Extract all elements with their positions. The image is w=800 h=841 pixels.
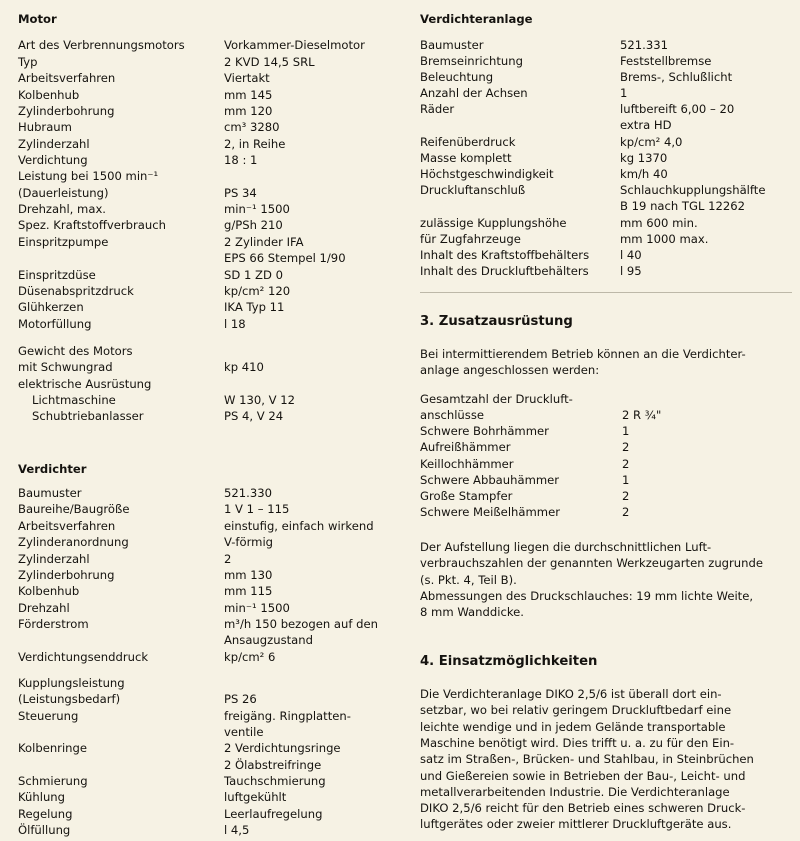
spec-value: PS 4, V 24	[224, 409, 284, 423]
paragraph-line: metallverarbeitenden Industrie. Die Verdichteranlage	[420, 784, 730, 799]
spec-value: 1	[620, 86, 628, 100]
spec-label: (Dauerleistung)	[18, 186, 109, 200]
spec-label: Kolbenhub	[18, 584, 80, 598]
spec-value: 2	[622, 457, 630, 471]
spec-label: Schwere Meißelhämmer	[420, 505, 560, 519]
spec-label: Einspritzpumpe	[18, 235, 109, 249]
spec-value: 1	[622, 424, 630, 438]
spec-value: 2	[622, 440, 630, 454]
intro-line: Bei intermittierendem Betrieb können an die Verdichter-	[420, 347, 746, 361]
paragraph-line: Die Verdichteranlage DIKO 2,5/6 ist überall dort ein-	[420, 687, 722, 701]
paragraph-line: setzbar, wo bei relativ geringem Druckluftbedarf eine	[420, 703, 732, 718]
spec-value: min⁻¹ 1500	[224, 202, 290, 216]
spec-label: anschlüsse	[420, 408, 484, 422]
spec-label: Drehzahl, max.	[18, 202, 106, 216]
spec-value: IKA Typ 11	[224, 300, 285, 314]
spec-label: Beleuchtung	[420, 70, 494, 84]
spec-value: cm³ 3280	[224, 120, 280, 134]
spec-value: 2	[622, 489, 630, 503]
spec-value: PS 34	[224, 186, 257, 200]
spec-value: 1 V 1 – 115	[224, 502, 290, 516]
spec-label: Zylinderbohrung	[18, 568, 115, 582]
spec-label: Arbeitsverfahren	[18, 71, 116, 85]
spec-label: Kolbenhub	[18, 88, 80, 102]
spec-value: Viertakt	[224, 71, 270, 85]
zusatz-heading: 3. Zusatzausrüstung	[420, 314, 573, 329]
spec-value: W 130, V 12	[224, 393, 296, 407]
outro-line: Der Aufstellung liegen die durchschnittlichen Luft-	[420, 540, 712, 554]
spec-value: Ansaugzustand	[224, 633, 313, 647]
spec-label: Verdichtungsenddruck	[18, 650, 149, 664]
spec-value: mm 600 min.	[620, 216, 698, 230]
spec-label: mit Schwungrad	[18, 360, 113, 374]
spec-value: kp 410	[224, 360, 264, 374]
spec-value: 2, in Reihe	[224, 137, 286, 151]
spec-label: Förderstrom	[18, 617, 89, 631]
paragraph-line: luftgerätes oder zweier mittlerer Druckluftgeräte aus.	[420, 817, 732, 832]
spec-value: 2 R ¾"	[622, 408, 662, 422]
spec-label: Einspritzdüse	[18, 268, 96, 282]
spec-label: Schwere Bohrhämmer	[420, 424, 549, 438]
spec-value: 521.330	[224, 486, 272, 500]
spec-value: 2 KVD 14,5 SRL	[224, 55, 315, 69]
spec-value: Feststellbremse	[620, 54, 712, 68]
spec-value: kp/cm² 6	[224, 650, 276, 664]
spec-label: Spez. Kraftstoffverbrauch	[18, 218, 166, 232]
spec-value: Leerlaufregelung	[224, 807, 323, 821]
spec-value: Tauchschmierung	[224, 774, 326, 788]
spec-value: ventile	[224, 725, 264, 739]
paragraph-line: DIKO 2,5/6 reicht für den Betrieb eines schweren Druck-	[420, 801, 746, 816]
spec-value: luftbereift 6,00 – 20	[620, 102, 735, 116]
spec-label: Schubtriebanlasser	[32, 409, 144, 423]
spec-value: kp/cm² 120	[224, 284, 291, 298]
spec-value: mm 130	[224, 568, 273, 582]
spec-label: Keillochhämmer	[420, 457, 514, 471]
verdichter-heading: Verdichter	[18, 462, 87, 476]
spec-value: 1	[622, 473, 630, 487]
spec-label: Gewicht des Motors	[18, 344, 133, 358]
spec-label: Anzahl der Achsen	[420, 86, 528, 100]
spec-value: 2	[622, 505, 630, 519]
spec-label: Glühkerzen	[18, 300, 84, 314]
outro-line: (s. Pkt. 4, Teil B).	[420, 572, 517, 587]
outro-line: 8 mm Wanddicke.	[420, 605, 524, 620]
spec-label: für Zugfahrzeuge	[420, 232, 521, 246]
spec-value: B 19 nach TGL 12262	[620, 199, 746, 213]
motor-heading: Motor	[18, 12, 57, 26]
spec-label: Zylinderbohrung	[18, 104, 115, 118]
paragraph-line: satz im Straßen-, Brücken- und Stahlbau, in Steinbrüchen	[420, 752, 754, 767]
spec-label: Druckluftanschluß	[420, 183, 526, 197]
spec-value: l 95	[620, 264, 642, 278]
spec-label: Kupplungsleistung	[18, 676, 125, 690]
spec-label: Arbeitsverfahren	[18, 519, 116, 533]
spec-label: Baumuster	[18, 486, 82, 500]
spec-value: 2 Ölabstreifringe	[224, 758, 322, 772]
spec-label: Lichtmaschine	[32, 393, 116, 407]
intro-line: anlage angeschlossen werden:	[420, 363, 600, 378]
spec-label: Typ	[18, 55, 38, 69]
outro-line: Abmessungen des Druckschlauches: 19 mm lichte Weite,	[420, 588, 754, 603]
paragraph-line: und Gießereien sowie in Betrieben der Bau-, Leicht- und	[420, 768, 746, 783]
spec-label: Gesamtzahl der Druckluft-	[420, 392, 573, 406]
spec-label: Zylinderzahl	[18, 137, 90, 151]
spec-label: Schwere Abbauhämmer	[420, 473, 560, 487]
spec-value: l 18	[224, 317, 246, 331]
spec-label: Düsenabspritzdruck	[18, 284, 134, 298]
spec-value: mm 115	[224, 584, 273, 598]
spec-label: Inhalt des Kraftstoffbehälters	[420, 248, 590, 262]
spec-value: 521.331	[620, 38, 668, 52]
spec-value: mm 145	[224, 88, 273, 102]
spec-label: Räder	[420, 102, 455, 116]
spec-label: Steuerung	[18, 709, 79, 723]
spec-value: km/h 40	[620, 167, 668, 181]
spec-value: einstufig, einfach wirkend	[224, 519, 374, 533]
spec-value: mm 120	[224, 104, 273, 118]
spec-label: Motorfüllung	[18, 317, 92, 331]
spec-value: g/PSh 210	[224, 218, 283, 232]
spec-label: Kolbenringe	[18, 741, 88, 755]
spec-label: Baureihe/Baugröße	[18, 502, 130, 516]
spec-value: freigäng. Ringplatten-	[224, 709, 351, 723]
spec-label: Aufreißhämmer	[420, 440, 511, 454]
spec-value: PS 26	[224, 692, 257, 706]
spec-value: EPS 66 Stempel 1/90	[224, 251, 346, 265]
spec-label: Zylinderanordnung	[18, 535, 129, 549]
outro-line: verbrauchszahlen der genannten Werkzeugarten zugrunde	[420, 556, 763, 571]
spec-label: Bremseinrichtung	[420, 54, 523, 68]
paragraph-line: Maschine benötigt wird. Dies trifft u. a. zu für den Ein-	[420, 735, 735, 750]
spec-label: Reifenüberdruck	[420, 135, 516, 149]
spec-label: Schmierung	[18, 774, 88, 788]
spec-label: Masse komplett	[420, 151, 512, 165]
spec-label: Drehzahl	[18, 601, 70, 615]
spec-value: SD 1 ZD 0	[224, 268, 283, 282]
verdichteranlage-heading: Verdichteranlage	[420, 12, 533, 26]
spec-value: mm 1000 max.	[620, 232, 709, 246]
spec-label: Höchstgeschwindigkeit	[420, 167, 554, 181]
spec-label: Ölfüllung	[18, 823, 71, 837]
spec-label: Baumuster	[420, 38, 484, 52]
spec-label: Regelung	[18, 807, 73, 821]
spec-value: 2 Zylinder IFA	[224, 235, 304, 249]
spec-label: Leistung bei 1500 min⁻¹	[18, 169, 159, 183]
spec-value: luftgekühlt	[224, 790, 287, 804]
spec-label: Große Stampfer	[420, 489, 513, 503]
spec-label: elektrische Ausrüstung	[18, 377, 152, 391]
spec-label: zulässige Kupplungshöhe	[420, 216, 567, 230]
spec-value: min⁻¹ 1500	[224, 601, 290, 615]
spec-value: l 40	[620, 248, 642, 262]
spec-value: Vorkammer-Dieselmotor	[224, 38, 365, 52]
einsatz-heading: 4. Einsatzmöglichkeiten	[420, 654, 598, 669]
section-divider	[420, 292, 792, 293]
spec-value: kg 1370	[620, 151, 668, 165]
spec-value: l 4,5	[224, 823, 250, 837]
spec-label: Inhalt des Druckluftbehälters	[420, 264, 589, 278]
spec-value: Brems-, Schlußlicht	[620, 70, 733, 84]
paragraph-line: leichte wendige und in jedem Gelände transportable	[420, 719, 726, 734]
spec-value: V-förmig	[224, 535, 274, 549]
spec-label: Art des Verbrennungsmotors	[18, 38, 185, 52]
spec-label: Zylinderzahl	[18, 552, 90, 566]
spec-value: kp/cm² 4,0	[620, 135, 683, 149]
spec-value: 2 Verdichtungsringe	[224, 741, 341, 755]
spec-value: m³/h 150 bezogen auf den	[224, 617, 378, 631]
spec-value: 2	[224, 552, 232, 566]
spec-label: Verdichtung	[18, 153, 88, 167]
spec-label: (Leistungsbedarf)	[18, 692, 121, 706]
spec-label: Hubraum	[18, 120, 72, 134]
spec-label: Kühlung	[18, 790, 65, 804]
spec-value: extra HD	[620, 118, 672, 132]
spec-value: Schlauchkupplungshälfte	[620, 183, 766, 197]
spec-value: 18 : 1	[224, 153, 258, 167]
